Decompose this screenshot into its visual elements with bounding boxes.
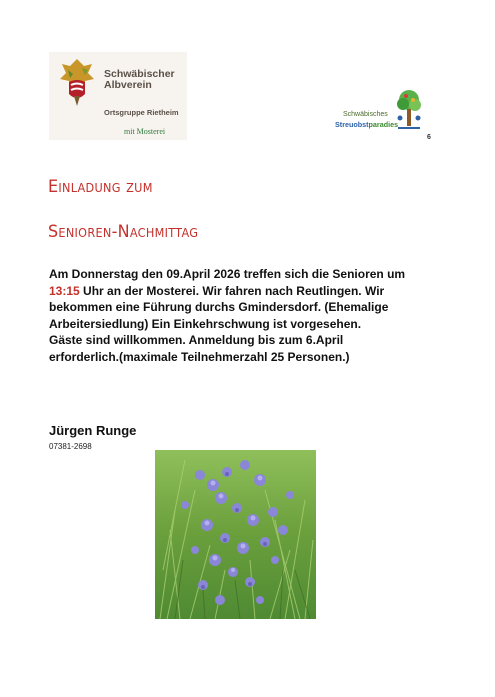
albverein-tagline: mit Mosterei [124,127,166,136]
body-line [49,283,479,300]
paradies-part: paradies [368,120,399,129]
streuobst-line1: Schwäbisches [343,111,388,118]
albverein-logo [49,52,187,140]
page-number: 6 [427,134,431,141]
contact-name: Jürgen Runge [49,423,137,438]
event-heading: Senioren-Nachmittag [48,222,199,242]
contact-phone: 07381-2698 [49,442,92,451]
streuobst-line2 [335,120,398,129]
albverein-emblem-icon [58,56,96,108]
albverein-title: Schwäbischer Albverein [104,68,175,91]
body-line: erforderlich.(maximale Teilnehmerzahl 25 Personen.) [49,349,350,364]
invitation-heading: Einladung zum [48,177,153,197]
streuobstparadies-logo [335,88,430,140]
body-line-rest: Uhr an der Mosterei. Wir fahren nach Reutlingen. Wir [79,283,385,298]
streuobst-part: Streuobst [335,120,369,129]
invitation-body [49,266,479,365]
body-line: Arbeitersiedlung) Ein Einkehrschwung ist vorgesehen. [49,316,362,331]
tree-icon [395,88,423,130]
albverein-subtitle: Ortsgruppe Rietheim [104,108,179,117]
flower-photo [155,450,316,619]
body-line: Gäste sind willkommen. Anmeldung bis zum 6.April [49,333,344,347]
body-line: Am Donnerstag den 09.April 2026 treffen sich die Senioren um [49,267,406,281]
meeting-time: 13:15 [49,283,80,298]
body-line: bekommen eine Führung durchs Gmindersdorf. (Ehemalige [49,300,389,314]
